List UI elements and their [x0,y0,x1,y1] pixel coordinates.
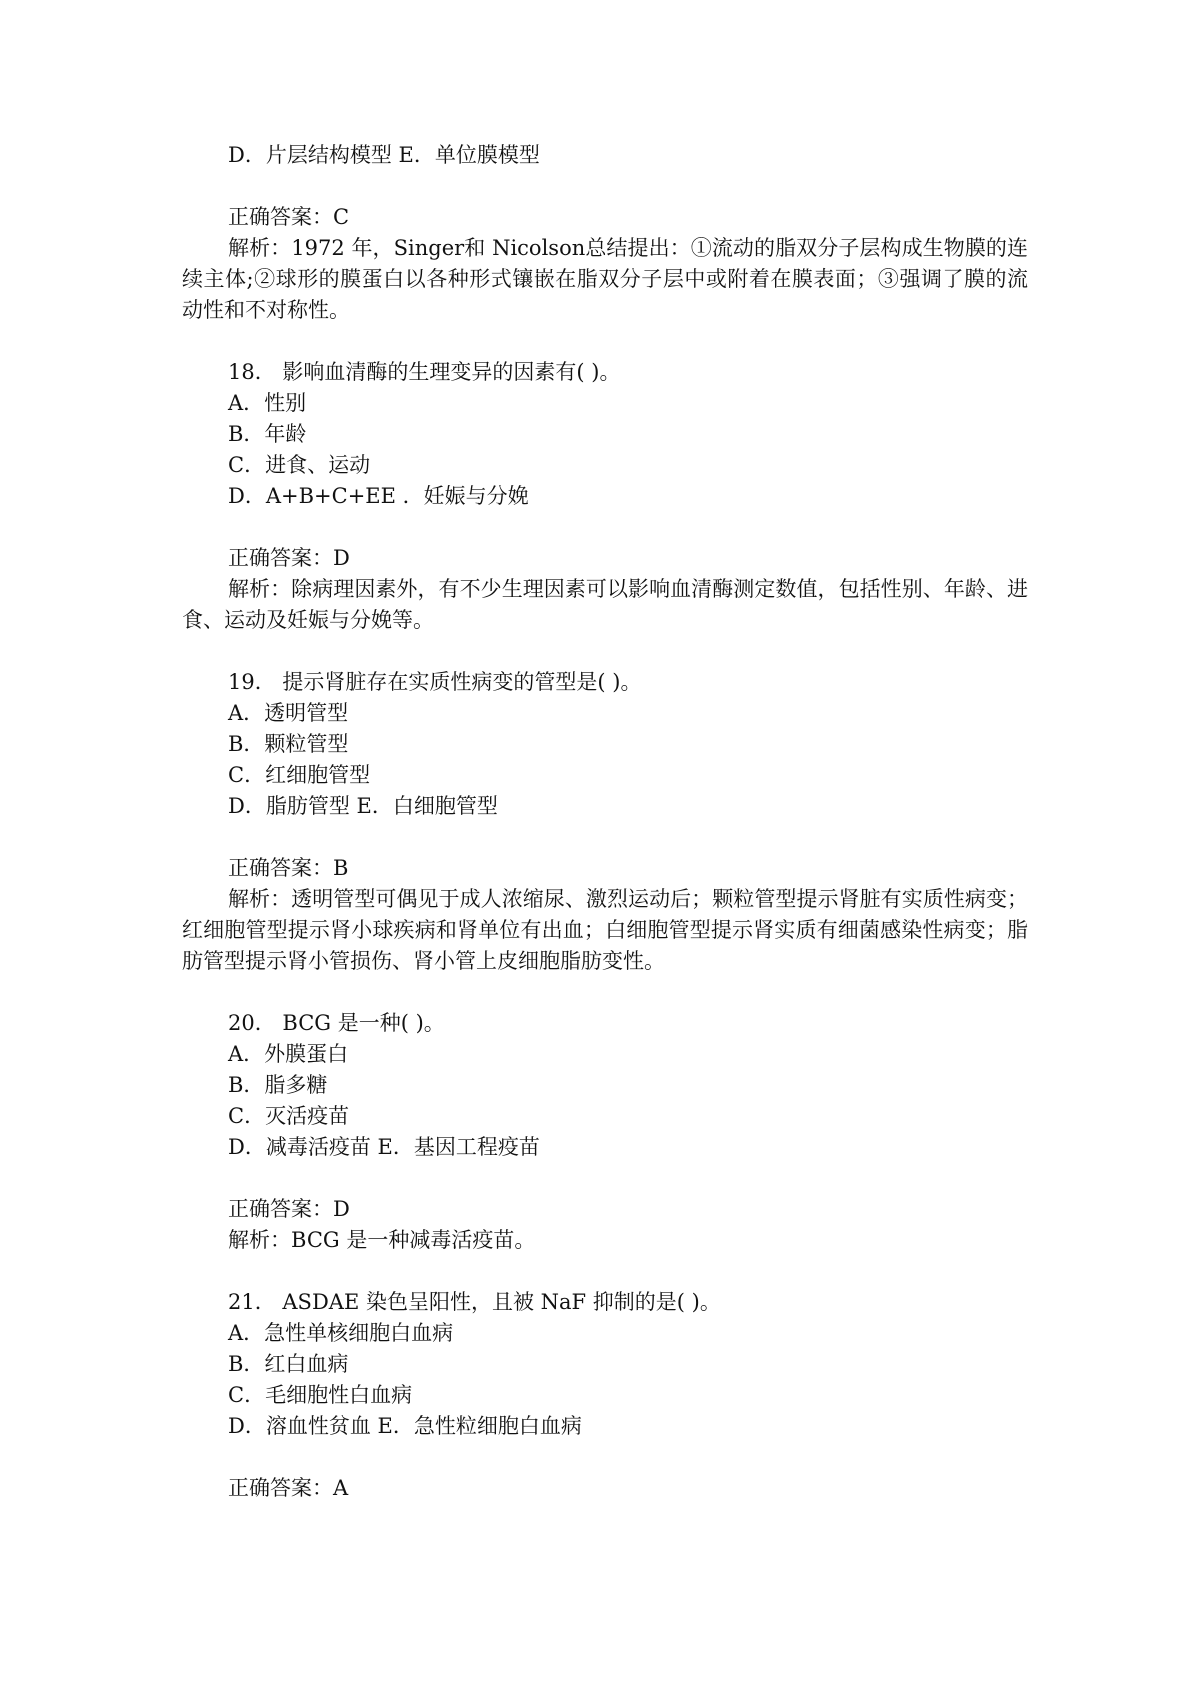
spacer [182,1442,1028,1473]
q18-answer: 正确答案：D [228,546,350,570]
q18-option-a: A．性别 [228,391,307,415]
spacer [182,512,1028,543]
q19-option-b: B．颗粒管型 [228,732,349,756]
spacer [182,1256,1028,1287]
q20-option-d-e: D．减毒活疫苗 E．基因工程疫苗 [228,1135,540,1159]
q19-option-a: A．透明管型 [228,701,349,725]
q19-option-d-e: D．脂肪管型 E．白细胞管型 [228,794,498,818]
q20-option-c: C．灭活疫苗 [228,1104,350,1128]
q19-explanation: 解析：透明管型可偶见于成人浓缩尿、激烈运动后；颗粒管型提示肾脏有实质性病变；红细胞管型提示肾小球疾病和肾单位有出血；白细胞管型提示肾实质有细菌感染性病变；脂肪管型提示肾小管损伤、肾小管上皮细胞脂肪变性。 [182,887,1028,973]
spacer [182,822,1028,853]
q20-stem: 20． BCG 是一种( )。 [228,1011,445,1035]
q18-explanation: 解析：除病理因素外，有不少生理因素可以影响血清酶测定数值，包括性别、年龄、进食、运动及妊娠与分娩等。 [182,577,1028,632]
q18-stem: 18． 影响血清酶的生理变异的因素有( )。 [228,360,621,384]
q19-stem: 19． 提示肾脏存在实质性病变的管型是( )。 [228,670,642,694]
q17-explanation: 解析：1972 年，Singer和 Nicolson总结提出：①流动的脂双分子层构成生物膜的连续主体;②球形的膜蛋白以各种形式镶嵌在脂双分子层中或附着在膜表面；③强调了膜的流动性和不对称性。 [182,236,1028,322]
q21-option-c: C．毛细胞性白血病 [228,1383,413,1407]
q17-option-d-e: D．片层结构模型 E．单位膜模型 [228,143,540,167]
q20-option-a: A．外膜蛋白 [228,1042,349,1066]
q18-option-d-e: D．A+B+C+EE ．妊娠与分娩 [228,484,529,508]
q20-explanation: 解析：BCG 是一种减毒活疫苗。 [228,1228,536,1252]
q21-stem: 21． ASDAE 染色呈阳性，且被 NaF 抑制的是( )。 [228,1290,721,1314]
q21-option-a: A．急性单核细胞白血病 [228,1321,454,1345]
q18-option-b: B．年龄 [228,422,307,446]
q17-answer: 正确答案：C [228,205,350,229]
spacer [182,171,1028,202]
q21-option-b: B．红白血病 [228,1352,349,1376]
q19-option-c: C．红细胞管型 [228,763,371,787]
q21-answer: 正确答案：A [228,1476,349,1500]
q21-option-d-e: D．溶血性贫血 E．急性粒细胞白血病 [228,1414,582,1438]
spacer [182,636,1028,667]
spacer [182,1163,1028,1194]
q20-answer: 正确答案：D [228,1197,350,1221]
q18-option-c: C．进食、运动 [228,453,371,477]
spacer [182,326,1028,357]
spacer [182,977,1028,1008]
q20-option-b: B．脂多糖 [228,1073,328,1097]
q19-answer: 正确答案：B [228,856,349,880]
document-content [182,140,1028,1504]
